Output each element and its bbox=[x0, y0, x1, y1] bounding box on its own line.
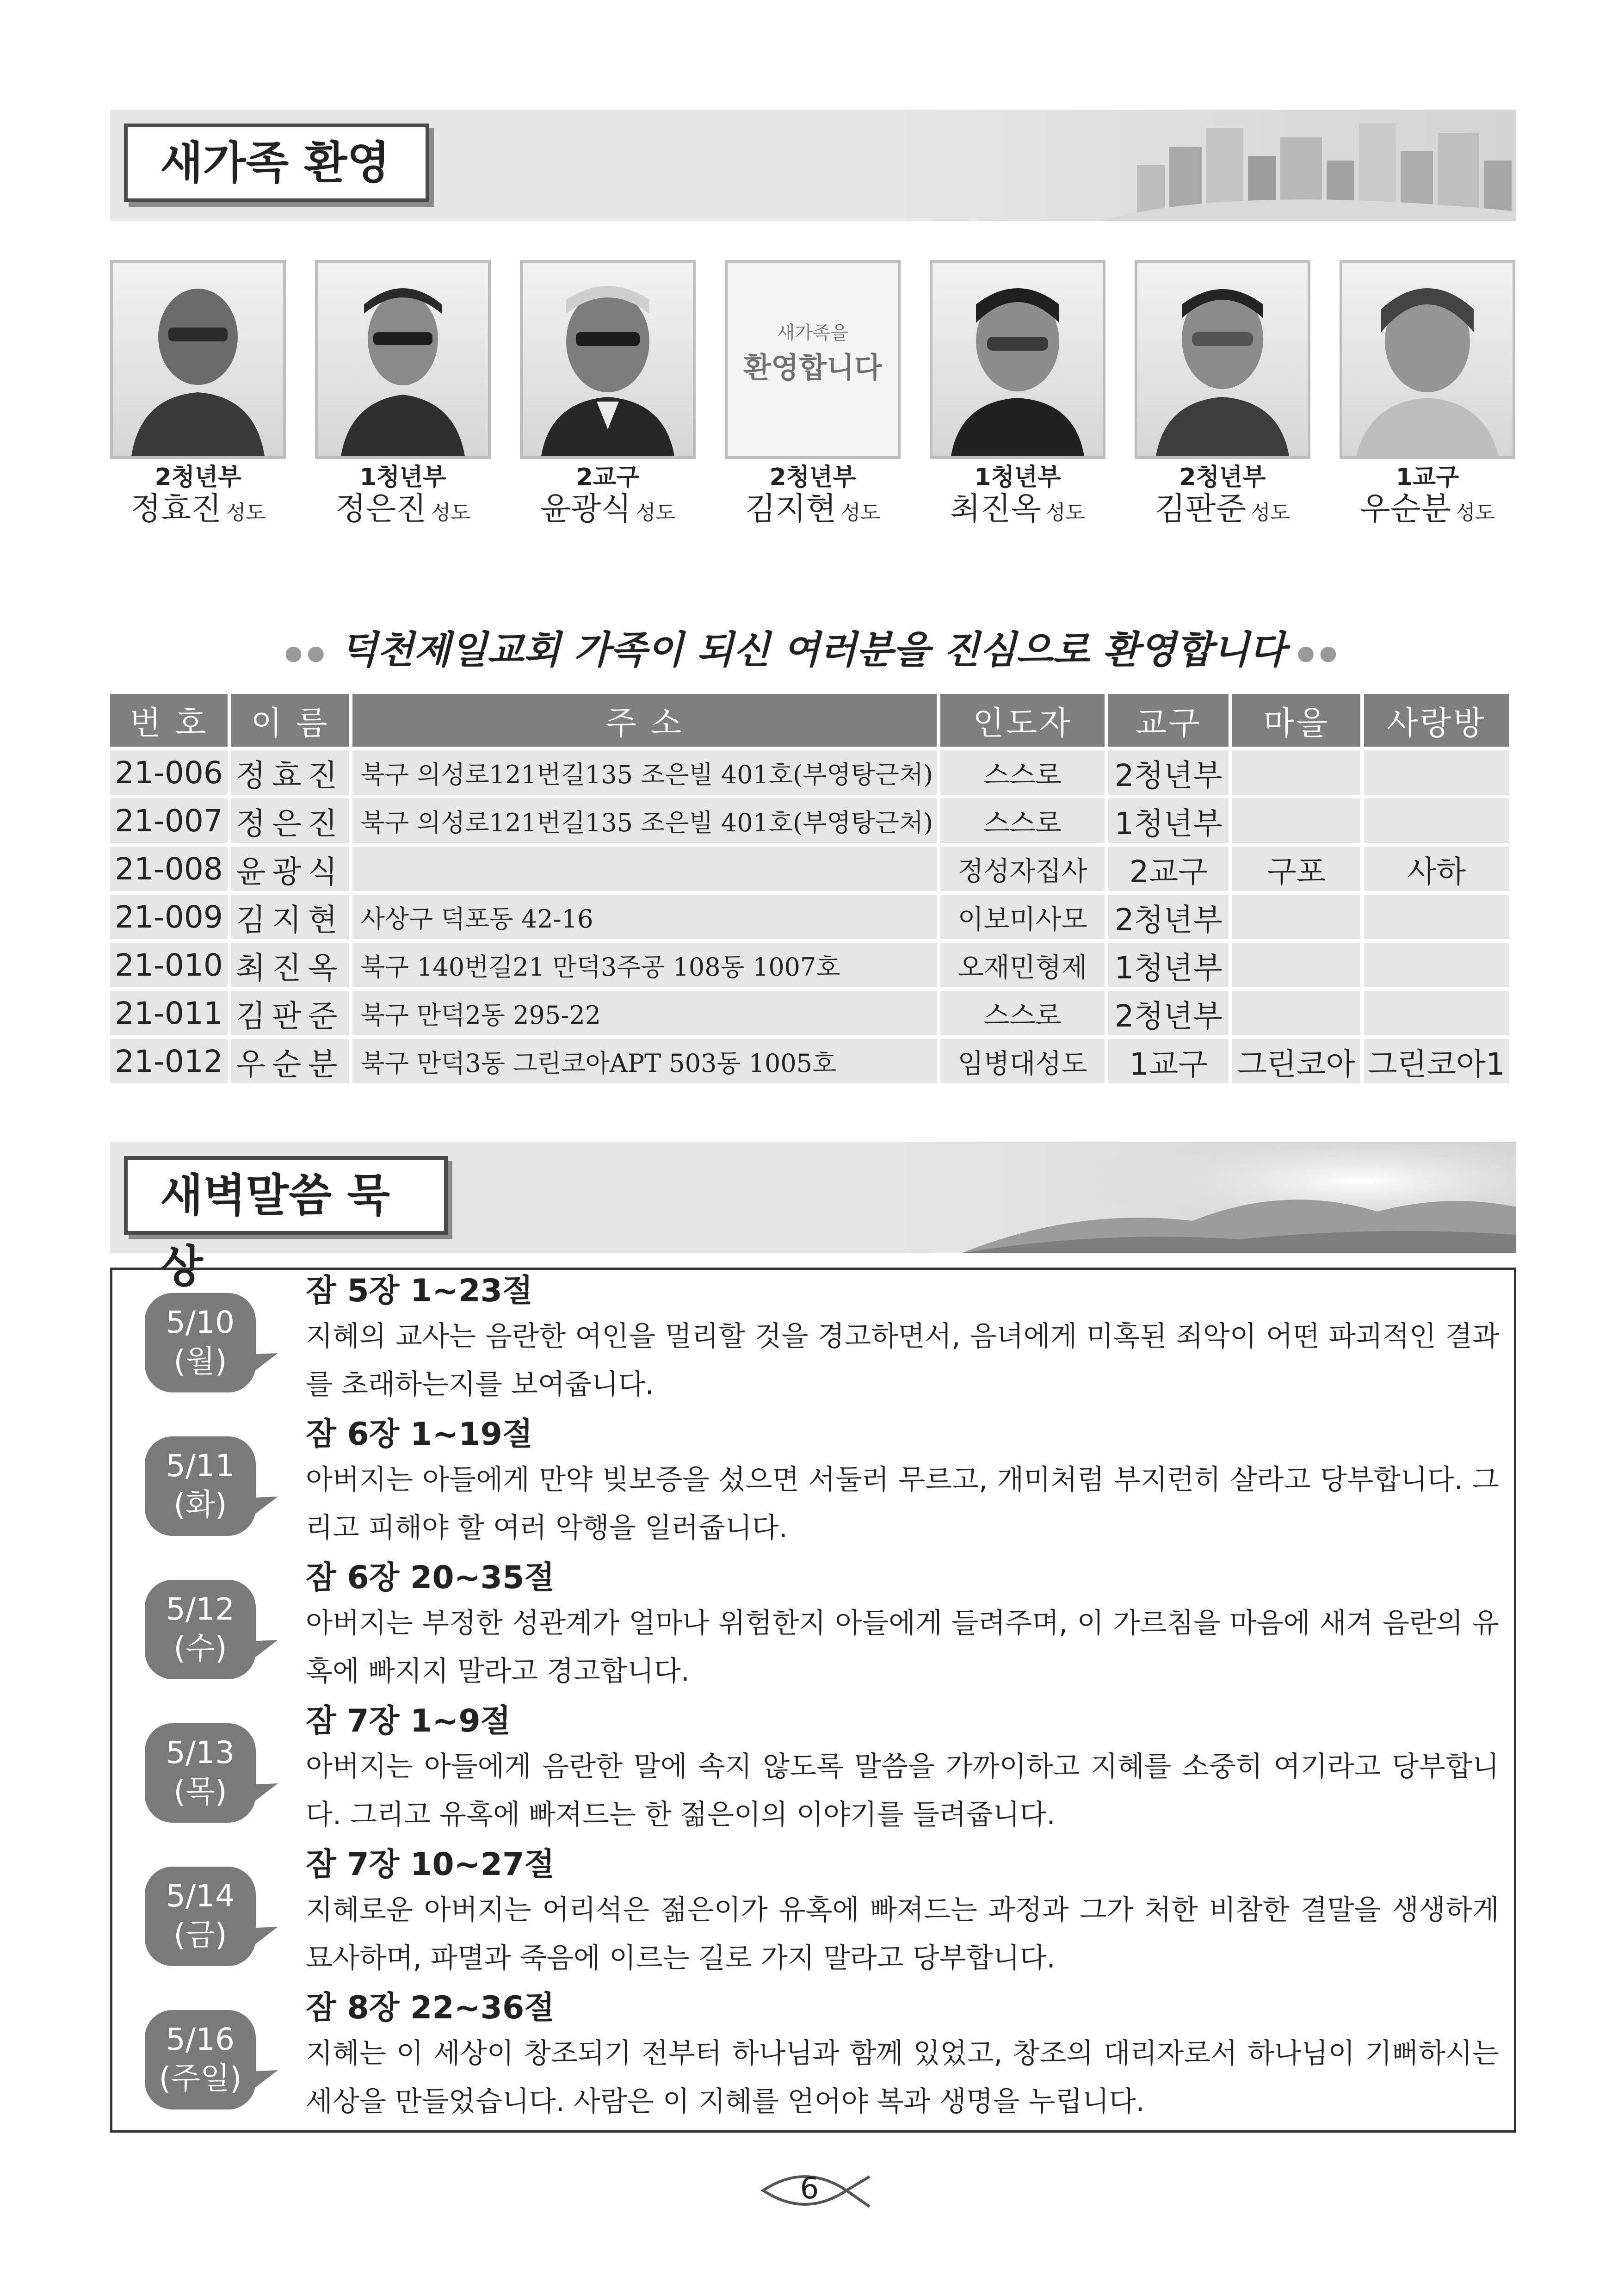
cell-district: 1청년부 bbox=[1108, 798, 1229, 843]
welcome-placeholder-image bbox=[725, 260, 901, 459]
member-photo bbox=[1135, 260, 1310, 459]
devotion-entry bbox=[112, 1270, 1514, 1413]
member-dept: 2청년부 bbox=[769, 464, 856, 491]
new-member-table bbox=[106, 690, 1513, 1087]
member-name: 최진옥 bbox=[950, 491, 1042, 527]
col-header-village: 마을 bbox=[1232, 694, 1360, 747]
cell-address: 북구 만덕2동 295-22 bbox=[352, 991, 937, 1035]
devotion-entry bbox=[112, 1843, 1514, 1987]
city-illustration-icon bbox=[1100, 114, 1516, 221]
member-title: 성도 bbox=[431, 501, 471, 525]
person-silhouette-icon bbox=[1137, 263, 1308, 456]
devotion-text: 아버지는 부정한 성관계가 얼마나 위험한지 아들에게 들려주며, 이 가르침을 마음에 새겨 음란의 유혹에 빠지지 말라고 경고합니다. bbox=[306, 1607, 1499, 1688]
cell-district: 1교구 bbox=[1108, 1039, 1229, 1083]
member-title: 성도 bbox=[636, 501, 676, 525]
member-name: 윤광식 bbox=[540, 491, 632, 527]
cell-address: 북구 만덕3동 그린코아APT 503동 1005호 bbox=[352, 1039, 937, 1083]
placeholder-text-line1: 새가족을 bbox=[777, 322, 849, 344]
member-name: 김판준 bbox=[1155, 491, 1247, 527]
cell-group bbox=[1364, 750, 1509, 795]
cell-group: 그린코아1 bbox=[1364, 1039, 1509, 1083]
cell-number: 21-011 bbox=[110, 991, 228, 1035]
member-title: 성도 bbox=[1046, 501, 1086, 525]
member-name: 김지현 bbox=[745, 491, 837, 527]
date-bubble bbox=[145, 1293, 256, 1392]
person-silhouette-icon bbox=[318, 263, 488, 456]
cell-name: 김판준 bbox=[231, 991, 349, 1035]
date-bubble bbox=[145, 1436, 256, 1536]
new-family-header-bar bbox=[110, 110, 1516, 221]
scripture-reference: 잠 6장 1~19절 bbox=[306, 1416, 533, 1453]
member-card bbox=[315, 260, 491, 531]
table-row bbox=[110, 847, 1509, 891]
cell-address: 북구 의성로121번길135 조은빌 401호(부영탕근처) bbox=[352, 750, 937, 795]
cell-district: 2청년부 bbox=[1108, 895, 1229, 939]
date-bubble bbox=[145, 1580, 256, 1679]
page-number-badge bbox=[754, 2165, 874, 2216]
devotion-text: 지혜는 이 세상이 창조되기 전부터 하나님과 함께 있었고, 창조의 대리자로서 하나님이 기뻐하시는 세상을 만들었습니다. 사람은 이 지혜를 얻어야 복과 생명을 누립니다. bbox=[306, 2037, 1499, 2118]
devotion-text: 아버지는 아들에게 음란한 말에 속지 않도록 말씀을 가까이하고 지혜를 소중히 여기라고 당부합니다. 그리고 유혹에 빠져드는 한 젊은이의 이야기를 들려줍니다. bbox=[306, 1751, 1499, 1831]
col-header-guide: 인도자 bbox=[940, 694, 1105, 747]
scripture-reference: 잠 5장 1~23절 bbox=[306, 1273, 533, 1309]
cell-number: 21-012 bbox=[110, 1039, 228, 1083]
date-bubble bbox=[145, 2010, 256, 2109]
member-title: 성도 bbox=[841, 501, 881, 525]
cell-group bbox=[1364, 991, 1509, 1035]
table-header-row bbox=[110, 694, 1509, 747]
cell-number: 21-009 bbox=[110, 895, 228, 939]
devotion-day: (목) bbox=[173, 1774, 227, 1809]
mountain-sunrise-illustration-icon bbox=[961, 1142, 1516, 1253]
cell-name: 최진옥 bbox=[231, 943, 349, 987]
devotion-date: 5/10 bbox=[166, 1305, 235, 1340]
cell-name: 김지현 bbox=[231, 895, 349, 939]
cell-guide: 정성자집사 bbox=[940, 847, 1105, 891]
cell-village bbox=[1232, 798, 1360, 843]
scripture-reference: 잠 7장 10~27절 bbox=[306, 1846, 555, 1883]
member-name: 우순분 bbox=[1359, 491, 1451, 527]
cell-address: 사상구 덕포동 42-16 bbox=[352, 895, 937, 939]
cell-name: 정은진 bbox=[231, 798, 349, 843]
devotion-date: 5/16 bbox=[166, 2022, 235, 2057]
member-dept: 1청년부 bbox=[974, 464, 1061, 491]
devotion-day: (주일) bbox=[159, 2060, 242, 2096]
member-title: 성도 bbox=[1456, 501, 1495, 525]
cell-guide: 오재민형제 bbox=[940, 943, 1105, 987]
welcome-message: 덕천제일교회 가족이 되신 여러분을 진심으로 환영합니다 bbox=[340, 628, 1286, 672]
devotion-date: 5/14 bbox=[166, 1878, 235, 1914]
table-row bbox=[110, 895, 1509, 939]
devotion-text: 지혜의 교사는 음란한 여인을 멀리할 것을 경고하면서, 음녀에게 미혹된 죄악이 어떤 파괴적인 결과를 초래하는지를 보여줍니다. bbox=[306, 1320, 1499, 1401]
cell-group: 사하 bbox=[1364, 847, 1509, 891]
devotion-entry bbox=[112, 1413, 1514, 1557]
cell-guide: 이보미사모 bbox=[940, 895, 1105, 939]
devotion-day: (월) bbox=[173, 1343, 227, 1379]
cell-group bbox=[1364, 895, 1509, 939]
person-silhouette-icon bbox=[1342, 263, 1513, 456]
cell-name: 윤광식 bbox=[231, 847, 349, 891]
table-row bbox=[110, 798, 1509, 843]
col-header-number: 번 호 bbox=[110, 694, 228, 747]
cell-name: 정효진 bbox=[231, 750, 349, 795]
devotion-date: 5/12 bbox=[166, 1591, 235, 1627]
member-photo bbox=[930, 260, 1105, 459]
member-dept: 2청년부 bbox=[1179, 464, 1266, 491]
col-header-name: 이 름 bbox=[231, 694, 349, 747]
scripture-reference: 잠 8장 22~36절 bbox=[306, 1990, 555, 2026]
cell-number: 21-007 bbox=[110, 798, 228, 843]
cell-guide: 스스로 bbox=[940, 798, 1105, 843]
new-member-photos bbox=[110, 260, 1516, 551]
decorative-dots-icon: ●● bbox=[284, 641, 330, 665]
cell-number: 21-010 bbox=[110, 943, 228, 987]
new-family-title: 새가족 환영 bbox=[124, 124, 429, 202]
table-row bbox=[110, 750, 1509, 795]
member-card bbox=[520, 260, 696, 531]
person-silhouette-icon bbox=[523, 263, 693, 456]
cell-village bbox=[1232, 750, 1360, 795]
scripture-reference: 잠 7장 1~9절 bbox=[306, 1703, 511, 1739]
cell-address bbox=[352, 847, 937, 891]
cell-address: 북구 140번길21 만덕3주공 108동 1007호 bbox=[352, 943, 937, 987]
member-card bbox=[930, 260, 1105, 531]
person-silhouette-icon bbox=[113, 263, 283, 456]
member-photo bbox=[315, 260, 491, 459]
devotion-day: (금) bbox=[173, 1917, 227, 1953]
table-row bbox=[110, 943, 1509, 987]
devotion-text: 지혜로운 아버지는 어리석은 젊은이가 유혹에 빠져드는 과정과 그가 처한 비참한 결말을 생생하게 묘사하며, 파멸과 죽음에 이르는 길로 가지 말라고 당부합니다. bbox=[306, 1894, 1499, 1974]
cell-district: 2청년부 bbox=[1108, 750, 1229, 795]
devotion-title: 새벽말씀 묵상 bbox=[124, 1156, 448, 1235]
member-photo bbox=[520, 260, 696, 459]
cell-district: 2교구 bbox=[1108, 847, 1229, 891]
devotion-date: 5/11 bbox=[166, 1448, 235, 1484]
cell-guide: 임병대성도 bbox=[940, 1039, 1105, 1083]
placeholder-text-line2: 환영합니다 bbox=[743, 351, 882, 384]
col-header-group: 사랑방 bbox=[1364, 694, 1509, 747]
member-card bbox=[725, 260, 901, 531]
cell-village bbox=[1232, 943, 1360, 987]
devotion-entry bbox=[112, 1700, 1514, 1843]
devotion-entry bbox=[112, 1987, 1514, 2130]
scripture-reference: 잠 6장 20~35절 bbox=[306, 1559, 555, 1596]
page-number: 6 bbox=[800, 2171, 819, 2206]
member-dept: 1교구 bbox=[1396, 464, 1459, 491]
cell-district: 1청년부 bbox=[1108, 943, 1229, 987]
member-photo bbox=[1340, 260, 1515, 459]
member-card bbox=[1135, 260, 1310, 531]
member-name: 정은진 bbox=[335, 491, 427, 527]
date-bubble bbox=[145, 1723, 256, 1823]
cell-village bbox=[1232, 895, 1360, 939]
cell-number: 21-008 bbox=[110, 847, 228, 891]
devotion-entry bbox=[112, 1557, 1514, 1700]
col-header-address: 주 소 bbox=[352, 694, 937, 747]
member-title: 성도 bbox=[226, 501, 266, 525]
cell-village: 그린코아 bbox=[1232, 1039, 1360, 1083]
cell-address: 북구 의성로121번길135 조은빌 401호(부영탕근처) bbox=[352, 798, 937, 843]
cell-village bbox=[1232, 991, 1360, 1035]
member-dept: 1청년부 bbox=[359, 464, 446, 491]
devotion-date: 5/13 bbox=[166, 1735, 235, 1770]
cell-group bbox=[1364, 798, 1509, 843]
table-row bbox=[110, 1039, 1509, 1083]
decorative-dots-icon: ●● bbox=[1297, 641, 1342, 665]
person-silhouette-icon bbox=[932, 263, 1103, 456]
cell-number: 21-006 bbox=[110, 750, 228, 795]
table-row bbox=[110, 991, 1509, 1035]
cell-village: 구포 bbox=[1232, 847, 1360, 891]
cell-guide: 스스로 bbox=[940, 750, 1105, 795]
member-card bbox=[110, 260, 286, 531]
member-photo bbox=[110, 260, 286, 459]
member-title: 성도 bbox=[1251, 501, 1291, 525]
devotion-day: (수) bbox=[173, 1630, 227, 1666]
member-name: 정효진 bbox=[130, 491, 222, 527]
cell-name: 우순분 bbox=[231, 1039, 349, 1083]
devotion-day: (화) bbox=[173, 1487, 227, 1522]
member-dept: 2청년부 bbox=[154, 464, 241, 491]
devotion-text: 아버지는 아들에게 만약 빚보증을 섰으면 서둘러 무르고, 개미처럼 부지런히 살라고 당부합니다. 그리고 피해야 할 여러 악행을 일러줍니다. bbox=[306, 1464, 1499, 1544]
member-card bbox=[1340, 260, 1515, 531]
date-bubble bbox=[145, 1867, 256, 1966]
devotion-box bbox=[110, 1268, 1516, 2133]
welcome-message-line bbox=[110, 620, 1516, 674]
cell-group bbox=[1364, 943, 1509, 987]
cell-guide: 스스로 bbox=[940, 991, 1105, 1035]
cell-district: 2청년부 bbox=[1108, 991, 1229, 1035]
col-header-district: 교구 bbox=[1108, 694, 1229, 747]
member-dept: 2교구 bbox=[576, 464, 640, 491]
